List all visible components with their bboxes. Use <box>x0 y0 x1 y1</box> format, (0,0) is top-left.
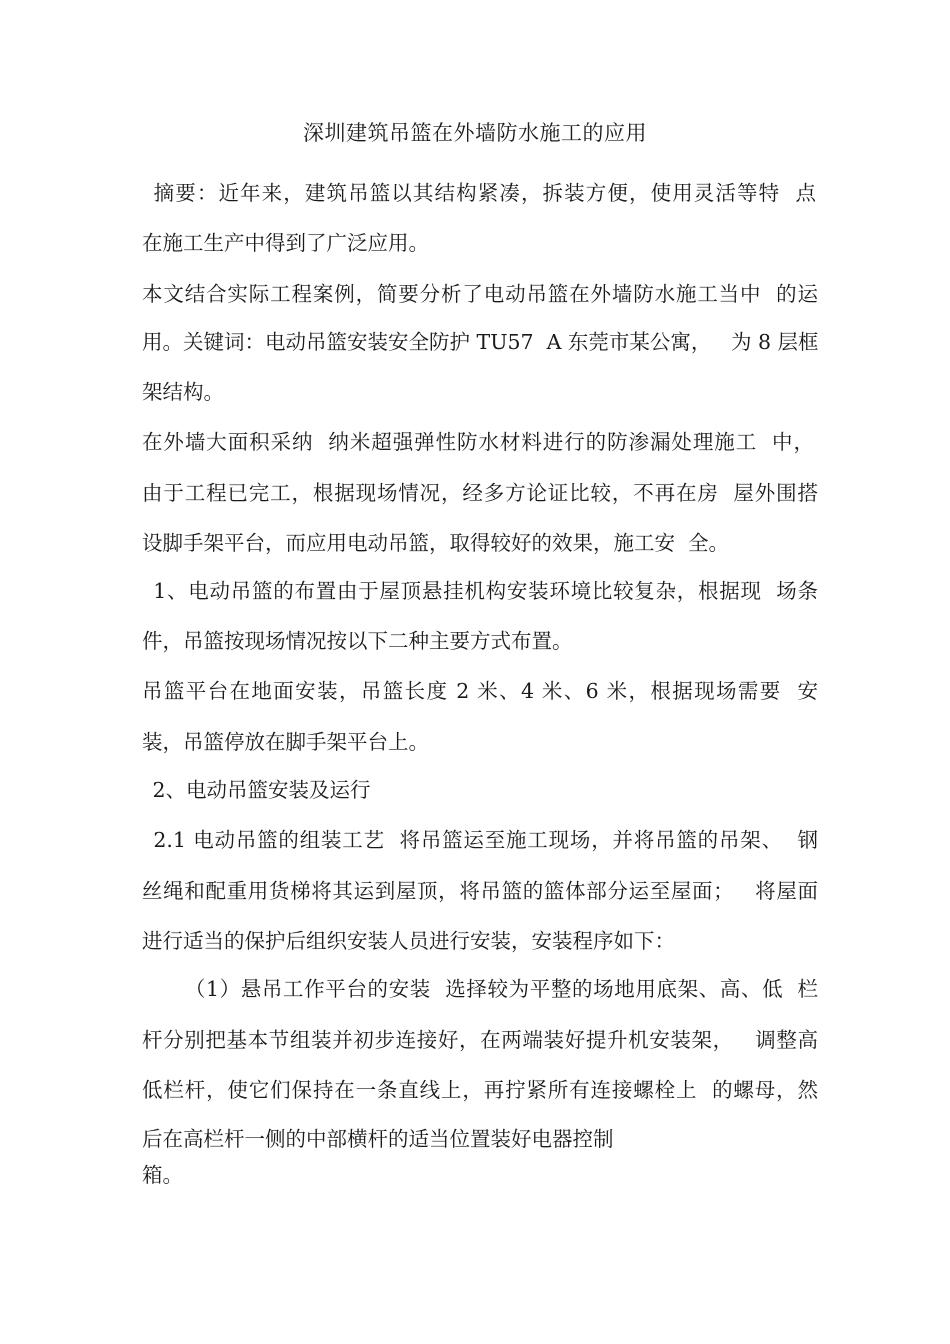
paragraph-line: 用。关键词：电动吊篮安装安全防护 TU57 A 东莞市某公寓， 为 8 层框 <box>142 330 819 354</box>
paragraph-line: 吊篮平台在地面安装，吊篮长度 2 米、4 米、6 米，根据现场需要 安 <box>142 679 818 703</box>
paragraph-line: 在外墙大面积采纳 纳米超强弹性防水材料进行的防渗漏处理施工 中， <box>142 430 814 454</box>
paragraph-line: 摘要：近年来，建筑吊篮以其结构紧凑，拆装方便，使用灵活等特 点 <box>146 181 816 205</box>
paragraph-line: 装，吊篮停放在脚手架平台上。 <box>142 730 429 754</box>
paragraph-line: 件，吊篮按现场情况按以下二种主要方式布置。 <box>142 629 573 653</box>
paragraph-line: 丝绳和配重用货梯将其运到屋顶，将吊篮的篮体部分运至屋面； 将屋面 <box>142 879 818 903</box>
section-heading: 2、电动吊篮安装及运行 <box>146 778 371 802</box>
paragraph-line: 1、电动吊篮的布置由于屋顶悬挂机构安装环境比较复杂，根据现 场条 <box>146 579 818 603</box>
paragraph-line: 设脚手架平台，而应用电动吊篮，取得较好的效果，施工安 全。 <box>142 531 730 555</box>
paragraph-line: 后在高栏杆一侧的中部横杆的适当位置装好电器控制 <box>142 1127 614 1151</box>
paragraph-line: 2.1 电动吊篮的组装工艺 将吊篮运至施工现场，并将吊篮的吊架、 钢 <box>146 828 818 852</box>
document-title: 深圳建筑吊篮在外墙防水施工的应用 <box>303 121 647 145</box>
paragraph-line: 低栏杆，使它们保持在一条直线上，再拧紧所有连接螺栓上 的螺母，然 <box>142 1078 818 1102</box>
paragraph-line: 由于工程已完工，根据现场情况，经多方论证比较，不再在房 屋外围搭 <box>142 481 818 505</box>
paragraph-line: （1）悬吊工作平台的安装 选择较为平整的场地用底架、高、低 栏 <box>142 977 818 1001</box>
paragraph-line: 杆分别把基本节组装并初步连接好，在两端装好提升机安装架， 调整高 <box>142 1028 818 1052</box>
paragraph-line: 箱。 <box>142 1163 183 1187</box>
paragraph-line: 架结构。 <box>142 380 224 404</box>
paragraph-line: 本文结合实际工程案例，简要分析了电动吊篮在外墙防水施工当中 的运 <box>142 282 818 306</box>
paragraph-line: 在施工生产中得到了广泛应用。 <box>142 231 429 255</box>
paragraph-line: 进行适当的保护后组织安装人员进行安装，安装程序如下： <box>142 929 675 953</box>
